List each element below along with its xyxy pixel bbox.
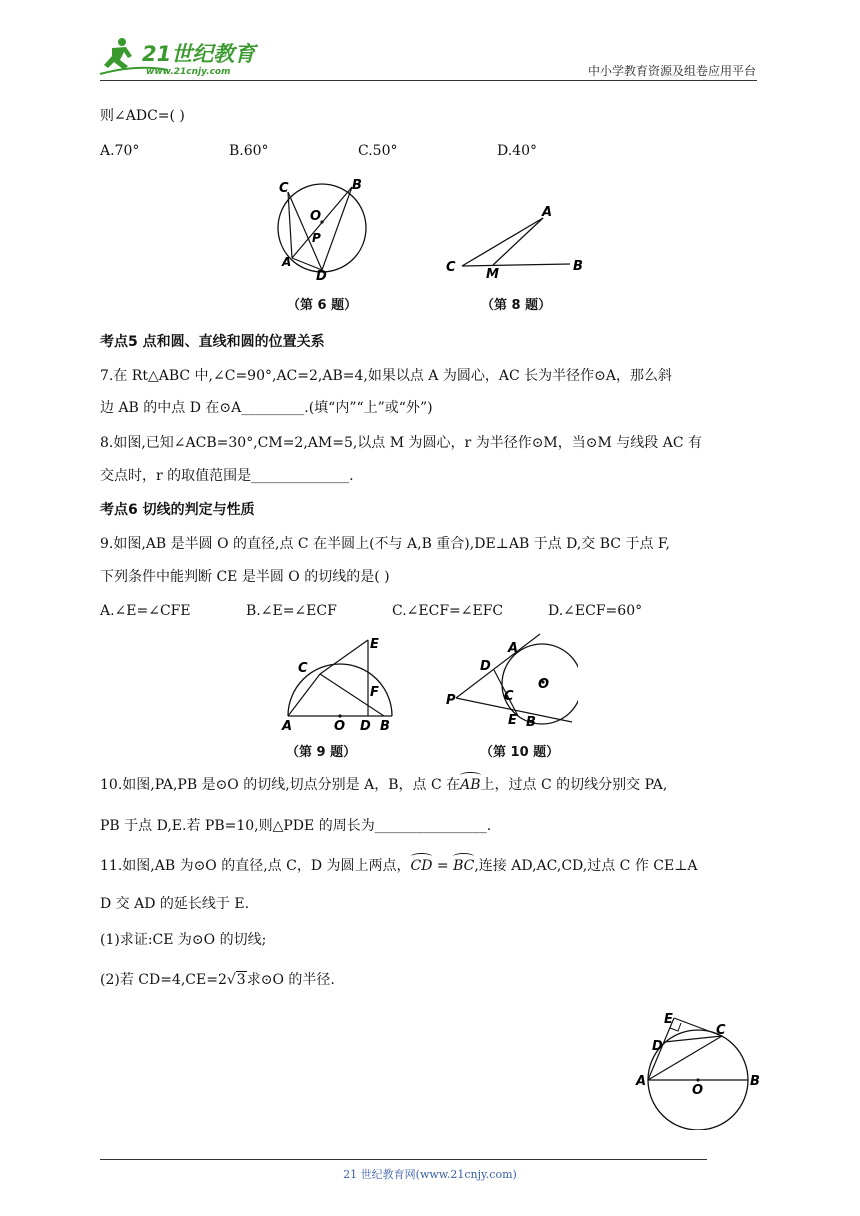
figure-11 [634, 1006, 766, 1130]
fig8-label-a: A [542, 205, 553, 220]
fig6-label-a: A [282, 255, 292, 269]
fig11-label-o: O [692, 1083, 704, 1098]
q8-line2: 交点时，r 的取值范围是______________. [100, 468, 354, 484]
q11-line2: D 交 AD 的延长线于 E. [100, 896, 250, 912]
q7-line2: 边 AB 的中点 D 在⊙A_________.(填“内”“上”或“外”) [100, 400, 433, 416]
header-divider [100, 80, 757, 81]
fig11-label-e: E [664, 1012, 673, 1027]
fig10-label-b: B [526, 715, 536, 730]
q11-line1 [100, 856, 697, 876]
fig6-label-c: C [279, 181, 289, 196]
fig8-caption: （第 8 题） [481, 298, 552, 313]
q9-option-c: C.∠ECF=∠EFC [392, 603, 504, 619]
fig9-label-a: A [282, 719, 293, 732]
q11-eq: = [432, 858, 454, 874]
q6-option-a: A.70° [100, 143, 140, 159]
fig6-caption: （第 6 题） [287, 298, 358, 313]
q11-line1-b: ,连接 AD,AC,CD,过点 C 作 CE⊥A [474, 858, 698, 874]
logo [98, 34, 258, 80]
footer-divider [100, 1159, 707, 1160]
fig9-label-f: F [370, 685, 379, 700]
fig11-label-d: D [652, 1039, 663, 1054]
section-5-heading: 考点5 点和圆、直线和圆的位置关系 [100, 334, 325, 350]
q10-line1 [100, 775, 667, 795]
q10-line2: PB 于点 D,E.若 PB=10,则△PDE 的周长为________________. [100, 818, 492, 834]
figure-8 [440, 200, 590, 280]
fig9-caption: （第 9 题） [286, 745, 357, 760]
q11-part2-b: 求⊙O 的半径. [246, 972, 335, 988]
fig11-label-a: A [636, 1074, 647, 1089]
q11-part2-a: (2)若 CD=4,CE=2 [100, 972, 227, 988]
footer-text: 21 世纪教育网(www.21cnjy.com) [343, 1168, 517, 1181]
fig10-label-p: P [446, 693, 456, 708]
q9-line1: 9.如图,AB 是半圆 O 的直径,点 C 在半圆上(不与 A,B 重合),DE⊥AB 于点 D,交 BC 于点 F, [100, 536, 670, 552]
figure-9 [276, 632, 398, 732]
q9-option-a: A.∠E=∠CFE [100, 603, 191, 619]
figure-10 [442, 630, 578, 730]
q11-part1: (1)求证:CE 为⊙O 的切线; [100, 932, 267, 948]
fig9-label-b: B [380, 719, 390, 732]
q9-line2: 下列条件中能判断 CE 是半圆 O 的切线的是( ) [100, 569, 390, 585]
section-6-heading: 考点6 切线的判定与性质 [100, 502, 255, 518]
fig11-label-b: B [750, 1074, 760, 1089]
q6-option-b: B.60° [229, 143, 269, 159]
fig8-label-b: B [573, 259, 583, 274]
q10-line1-b: 上，过点 C 的切线分别交 PA, [480, 777, 668, 793]
fig9-label-d: D [360, 719, 371, 732]
fig8-label-m: M [486, 267, 499, 280]
q11-line1-a: 11.如图,AB 为⊙O 的直径,点 C，D 为圆上两点， [100, 858, 411, 874]
fig9-label-c: C [298, 661, 308, 676]
fig6-label-p: P [312, 231, 321, 245]
fig6-label-b: B [352, 178, 362, 193]
q6-option-d: D.40° [497, 143, 537, 159]
q7-line1: 7.在 Rt△ABC 中,∠C=90°,AC=2,AB=4,如果以点 A 为圆心，AC 长为半径作⊙A，那么斜 [100, 368, 672, 384]
fig10-label-o: O [538, 677, 550, 692]
fig8-label-c: C [446, 260, 456, 275]
figure-6 [270, 172, 380, 284]
q11-part2: (2)若 CD=4,CE=2√3求⊙O 的半径. [100, 972, 335, 988]
q9-option-b: B.∠E=∠ECF [246, 603, 337, 619]
fig10-label-a: A [508, 641, 519, 656]
q6-option-c: C.50° [358, 143, 398, 159]
q9-option-d: D.∠ECF=60° [548, 603, 643, 619]
q8-line1: 8.如图,已知∠ACB=30°,CM=2,AM=5,以点 M 为圆心，r 为半径作⊙M，当⊙M 与线段 AC 有 [100, 435, 702, 451]
logo-sub-text: www.21cnjy.com [146, 67, 231, 77]
q11-arc-bc: BC [453, 858, 475, 874]
fig10-caption: （第 10 题） [480, 745, 560, 760]
q11-sqrt: 3 [236, 972, 246, 988]
fig9-label-o: O [334, 719, 346, 732]
logo-main-text: 21世纪教育 [142, 42, 256, 66]
fig10-label-d: D [480, 659, 491, 674]
header-right-text: 中小学教育资源及组卷应用平台 [587, 64, 756, 78]
fig9-label-e: E [370, 637, 379, 652]
fig6-label-d: D [316, 269, 327, 284]
fig10-label-e: E [508, 713, 517, 728]
fig10-label-c: C [504, 689, 514, 704]
q10-arc-ab: AB [460, 777, 481, 793]
fig6-label-o: O [310, 209, 322, 224]
q10-line1-a: 10.如图,PA,PB 是⊙O 的切线,切点分别是 A，B，点 C 在 [100, 777, 461, 793]
q6-stem-tail: 则∠ADC=( ) [100, 108, 185, 124]
fig11-label-c: C [716, 1023, 726, 1038]
q11-arc-cd: CD [410, 858, 433, 874]
